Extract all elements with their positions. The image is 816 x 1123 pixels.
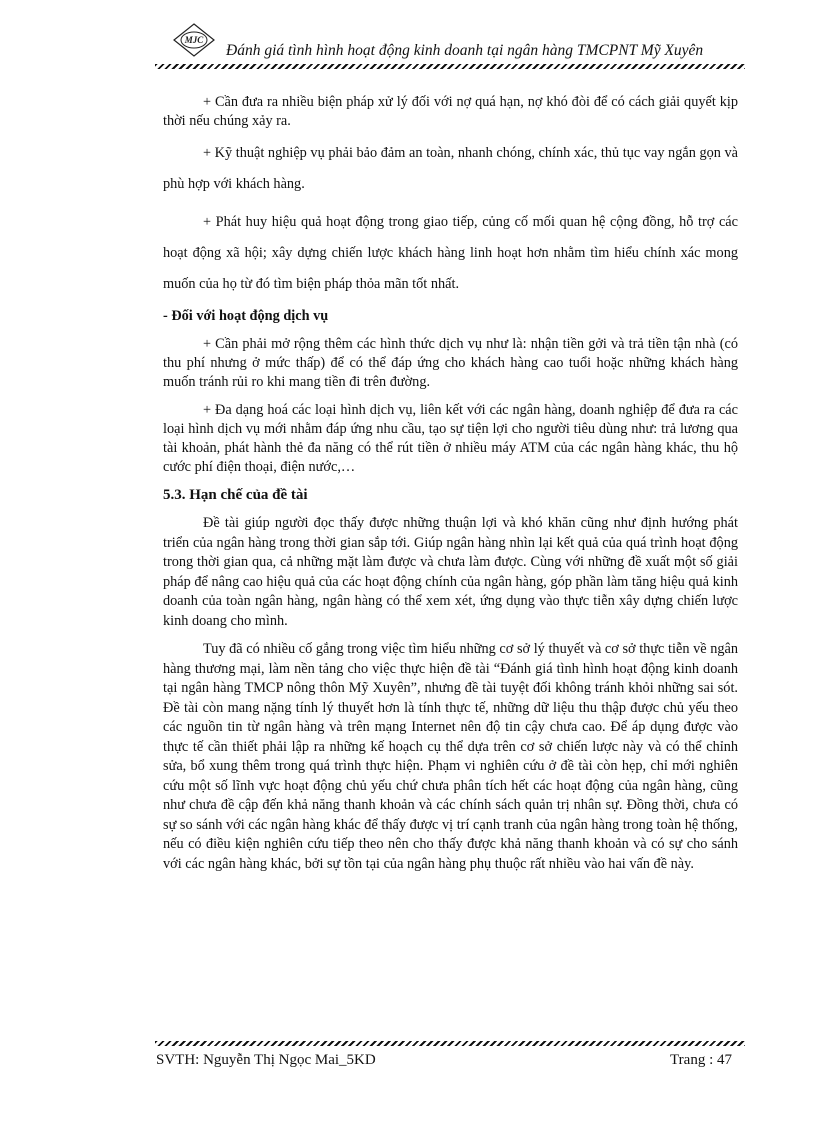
paragraph-technique: + Kỹ thuật nghiệp vụ phải bảo đảm an toàn, nhanh chóng, chính xác, thủ tục vay ngắn gọn và phù hợp với khách hàng. (163, 145, 738, 192)
header-title: Đánh giá tình hình hoạt động kinh doanh tại ngân hàng TMCPNT Mỹ Xuyên (226, 42, 704, 59)
paragraph-bad-debt: + Cần đưa ra nhiều biện pháp xử lý đối với nợ quá hạn, nợ khó đòi để có cách giải quyết kịp thời nếu chúng xảy ra. (163, 94, 738, 129)
paragraph-expand-services: + Cần phải mở rộng thêm các hình thức dịch vụ như là: nhận tiền gởi và trả tiền tận nhà (có thu phí nhưng ở mức thấp) để có thể đáp ứng cho khách hàng cao tuổi hoặc những khách hàng muốn tránh rủi ro khi mang tiền đi trên đường. (163, 336, 738, 390)
header-divider (155, 64, 745, 69)
paragraph-topic-limitations: Tuy đã có nhiều cố gắng trong việc tìm hiểu những cơ sở lý thuyết và cơ sở thực tiễn về ngân hàng thương mại, làm nền tảng cho việc thực hiện đề tài “Đánh giá tình hình hoạt động kinh doanh tại ngân hàng TMCP nông thôn Mỹ Xuyên”, nhưng đề tài tuyệt đối không tránh khỏi những sai sót. Đề tài còn mang nặng tính lý thuyết hơn là tính thực tế, những dữ liệu thu thập được chủ yếu theo các nguồn tin từ ngân hàng và trên mạng Internet nên độ tin cậy chưa cao. Để áp dụng được vào thực tế cần thiết phải lập ra những kế hoạch cụ thể dựa trên cơ sở chiến lược này và có thể chỉnh sửa, bổ xung thêm trong quá trình thực hiện. Phạm vi nghiên cứu ở đề tài còn hẹp, chỉ mới nghiên cứu một số lĩnh vực hoạt động chủ yếu chứ chưa phân tích hết các hoạt động của ngân hàng, cũng như chưa đề cập đến khả năng thanh khoản và các chính sách quản trị nhân sự. Đồng thời, chưa có sự so sánh với các ngân hàng khác để thấy được vị trí cạnh tranh của ngân hàng trong toàn hệ thống, nếu có điều kiện nghiên cứu tiếp theo nên cho thấy được khả năng thanh khoản và có sự cho sánh với các ngân hàng khác, bởi sự tồn tại của ngân hàng phụ thuộc rất nhiều vào hai vấn đề này. (163, 641, 738, 872)
mjc-logo (172, 22, 216, 58)
footer-page-number: Trang : 47 (670, 1052, 732, 1068)
paragraph-communication: + Phát huy hiệu quả hoạt động trong giao tiếp, củng cố mối quan hệ cộng đồng, hỗ trợ các hoạt động xã hội; xây dựng chiến lược khách hàng linh hoạt hơn nhằm tìm hiểu chính xác mong muốn của họ từ đó tìm biện pháp thỏa mãn tốt nhất. (163, 214, 738, 292)
main-content (163, 93, 738, 874)
paragraph-topic-benefits: Đề tài giúp người đọc thấy được những thuận lợi và khó khăn cũng như định hướng phát triển của ngân hàng trong thời gian sắp tới. Giúp ngân hàng nhìn lại kết quả của quá trình hoạt động trong thời gian qua, cả những mặt làm được và chưa làm được. Cùng với những đề xuất một số giải pháp để nâng cao hiệu quả của các hoạt động chính của ngân hàng, góp phần làm tăng hiệu quả kinh doanh của toàn ngân hàng, ngân hàng có thể xem xét, ứng dụng vào thực tiễn xây dựng chiến lược kinh doang cho mình. (163, 515, 738, 629)
footer-author: SVTH: Nguyễn Thị Ngọc Mai_5KD (156, 1052, 376, 1068)
heading-service-activities: - Đối với hoạt động dịch vụ (163, 308, 329, 324)
paragraph-diversify-services: + Đa dạng hoá các loại hình dịch vụ, liên kết với các ngân hàng, doanh nghiệp để đưa ra các loại hình dịch vụ mới nhằm đáp ứng nhu cầu, tạo sự tiện lợi cho người tiêu dùng như: trả lương qua tài khoản, phát hành thẻ đa năng có thể rút tiền ở nhiều máy ATM của các ngân hàng khác, thu hộ cước phí điện thoại, điện nước,… (163, 402, 738, 475)
footer-divider (155, 1041, 745, 1046)
section-heading-limitations: 5.3. Hạn chế của đề tài (163, 487, 308, 503)
logo-icon (172, 22, 216, 58)
svg-text:MJC: MJC (184, 35, 204, 45)
